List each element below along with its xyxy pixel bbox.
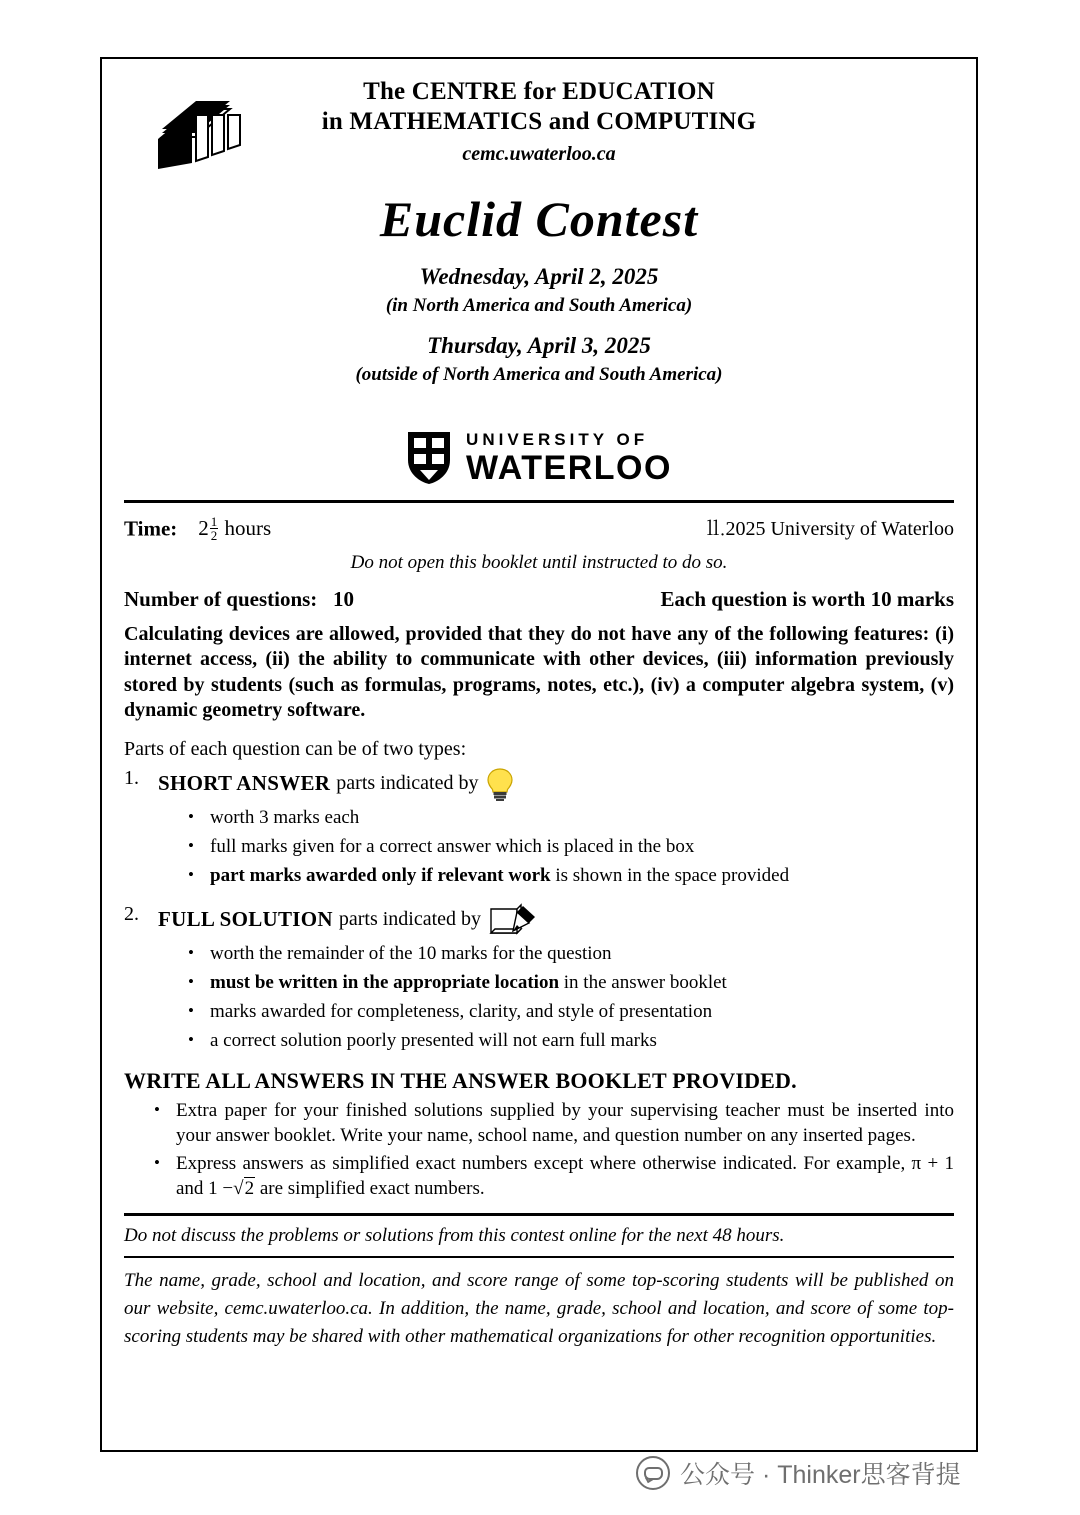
- do-not-discuss-note: Do not discuss the problems or solutions from this contest online for the next 48 hours.: [124, 1224, 785, 1246]
- express-part2a: For example, π + 1 and 1 −: [176, 1152, 955, 1199]
- time-fraction: [210, 515, 219, 542]
- cemc-url: cemc.uwaterloo.ca: [462, 143, 616, 165]
- list-item: • worth 3 marks each: [188, 805, 954, 831]
- time-units: hours: [224, 516, 272, 540]
- list-item: [154, 1151, 954, 1201]
- part-heading: [158, 903, 954, 937]
- marks-note: Each question is worth 10 marks: [660, 586, 954, 611]
- contest-page: [100, 57, 978, 1452]
- parts-list: [124, 767, 954, 1054]
- part-heading: [158, 767, 954, 801]
- calculating-devices-paragraph: Calculating devices are allowed, provided that they do not have any of the following features: (i) internet access, (ii) the ability to communicate with other devices, (iii) information previously stored by students (such as formulas, programs, notes, etc.), (iv) a computer algebra system, (v) dynamic geometry software.: [124, 622, 954, 722]
- time-label-group: [124, 515, 271, 542]
- org-line-1: The CENTRE for EDUCATION: [363, 78, 715, 105]
- divider-footer-mid: [124, 1256, 954, 1258]
- write-all-answers-heading: WRITE ALL ANSWERS IN THE ANSWER BOOKLET PROVIDED.: [124, 1067, 797, 1093]
- time-whole: 2: [198, 516, 209, 540]
- sqrt-radicand: 2: [244, 1177, 255, 1199]
- express-part1: Express answers as simplified exact numbers except where otherwise indicated.: [176, 1152, 798, 1174]
- part-title: SHORT ANSWER: [158, 771, 331, 796]
- part-type-full-solution: [124, 903, 954, 1054]
- org-line-2: in MATHEMATICS and COMPUTING: [321, 108, 757, 135]
- num-questions-value: 10: [333, 586, 355, 611]
- sqrt-expression: √2: [233, 1177, 255, 1199]
- parts-intro: Parts of each question can be of two types:: [124, 737, 467, 760]
- answer-bullets: [124, 1098, 954, 1201]
- list-item-bold: part marks awarded only if relevant work: [210, 864, 551, 886]
- num-questions-label: Number of questions:: [124, 586, 318, 611]
- full-solution-bullets: [158, 941, 954, 1054]
- contest-title: Euclid Contest: [379, 191, 699, 247]
- list-item: • worth the remainder of the 10 marks for the question: [188, 941, 954, 967]
- list-item: • Extra paper for your finished solutions supplied by your supervising teacher must be inserted into your answer booklet. Write your name, school name, and question number on any inserted pages.: [154, 1098, 954, 1148]
- waterloo-label: WATERLOO: [466, 449, 672, 487]
- list-item: • part marks awarded only if relevant work is shown in the space provided: [188, 863, 954, 889]
- part-suffix: parts indicated by: [338, 908, 482, 931]
- express-part2b: are simplified exact numbers.: [259, 1177, 485, 1199]
- part-title: FULL SOLUTION: [158, 907, 333, 932]
- waterloo-logo: [124, 430, 954, 486]
- part-type-short-answer: [124, 767, 954, 889]
- time-row: [124, 512, 954, 542]
- list-item-bold: must be written in the appropriate location: [210, 971, 560, 993]
- watermark-text: 公众号 · Thinker思客背提: [680, 1461, 961, 1489]
- date-main-1: Wednesday, April 2, 2025: [419, 264, 659, 289]
- wechat-icon: [636, 1456, 670, 1490]
- list-item: • a correct solution poorly presented will not earn full marks: [188, 1028, 954, 1054]
- time-value: [198, 513, 272, 543]
- questions-row: [124, 587, 954, 612]
- list-item: • full marks given for a correct answer which is placed in the box: [188, 834, 954, 860]
- part-marker: 1.: [124, 766, 139, 789]
- divider-top: [124, 500, 954, 503]
- do-not-open-note: Do not open this booklet until instructed to do so.: [350, 551, 728, 573]
- time-denominator: 2: [210, 527, 218, 543]
- cemc-logo-icon: [156, 99, 256, 171]
- divider-footer-top: [124, 1213, 954, 1216]
- waterloo-shield-icon: [406, 430, 452, 486]
- time-numerator: 1: [210, 513, 218, 529]
- pencil-writing-icon: [487, 903, 539, 937]
- short-answer-bullets: [158, 805, 954, 889]
- time-label: Time:: [124, 516, 178, 540]
- part-marker: 2.: [124, 902, 139, 925]
- list-item: • must be written in the appropriate location in the answer booklet: [188, 970, 954, 996]
- date-main-2: Thursday, April 3, 2025: [427, 333, 651, 358]
- lightbulb-icon: [484, 767, 516, 801]
- publication-note: The name, grade, school and location, and score range of some top-scoring students will be published on our website, cemc.uwaterloo.ca. In addition, the name, grade, school and location, and score of some top-scoring students may be shared with other mathematical organizations for other recognition opportunities.: [124, 1269, 954, 1347]
- part-suffix: parts indicated by: [336, 772, 479, 795]
- num-questions-group: [124, 587, 354, 612]
- date-sub-2: (outside of North America and South America): [355, 364, 723, 385]
- university-label: UNIVERSITY OF: [466, 430, 649, 449]
- page-header: [124, 77, 954, 486]
- copyright: ⒒2025 University of Waterloo: [705, 518, 954, 540]
- date-sub-1: (in North America and South America): [385, 295, 693, 316]
- list-item: • marks awarded for completeness, clarity, and style of presentation: [188, 999, 954, 1025]
- watermark: [636, 1455, 961, 1491]
